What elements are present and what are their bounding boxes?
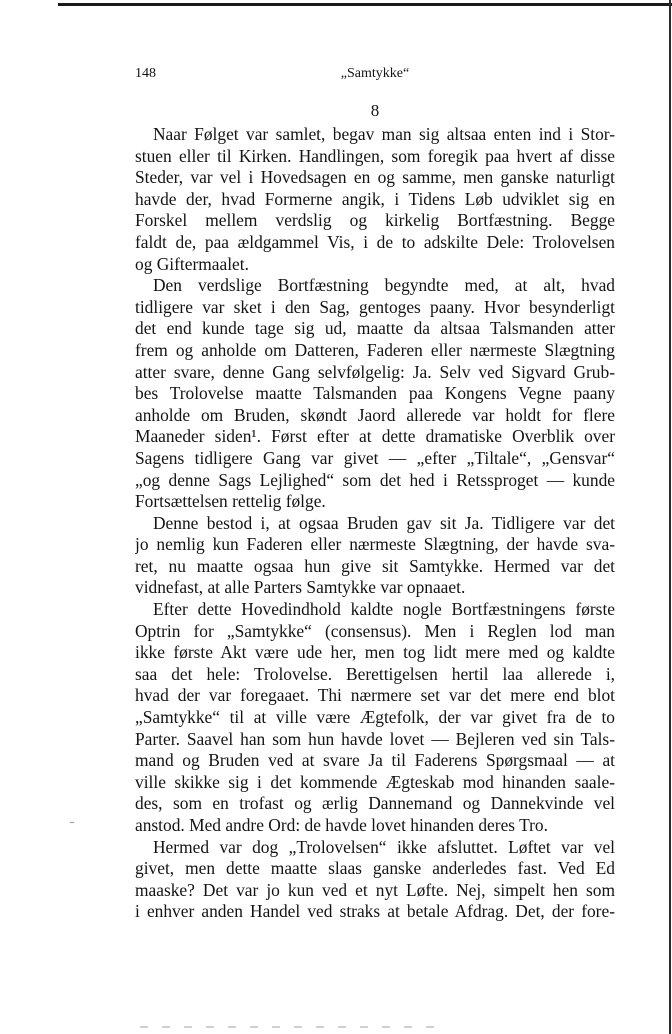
text-line: havde der, hvad Formerne angik, i Tidens Løb udviklet sig en: [135, 188, 615, 209]
text-line: det end kunde tage sig ud, maatte da altsaa Talsmanden atter: [135, 318, 615, 339]
text-line: Optrin for „Samtykke“ (consensus). Men i Reglen lod man: [135, 620, 615, 641]
text-line: Forskel mellem verdslig og kirkelig Bortfæstning. Begge: [135, 210, 615, 231]
text-line: jo nemlig kun Faderen eller nærmeste Slægtning, der havde sva-: [135, 534, 615, 555]
text-line: „Samtykke“ til at ville være Ægtefolk, der var givet fra de to: [135, 707, 615, 728]
text-line: Fortsættelsen rettelig følge.: [135, 491, 326, 512]
body-text: [135, 124, 615, 923]
text-line: og Giftermaalet.: [135, 253, 249, 274]
text-line: Hermed var dog „Trolovelsen“ ikke afsluttet. Løftet var vel: [153, 836, 615, 857]
text-line: anstod. Med andre Ord: de havde lovet hinanden deres Tro.: [135, 815, 548, 835]
text-line: ret, nu maatte ogsaa hun give sit Samtykke. Hermed var det: [135, 555, 615, 576]
text-line: Denne bestod i, at ogsaa Bruden gav sit Ja. Tidligere var det: [153, 512, 615, 533]
text-line: Naar Følget var samlet, begav man sig altsaa enten ind i Stor-: [153, 124, 615, 144]
text-line: ville skikke sig i det kommende Ægteskab mod hinanden saale-: [135, 771, 615, 792]
text-line: i enhver anden Handel ved straks at betale Afdrag. Det, der fore-: [135, 901, 615, 922]
text-line: anholde om Bruden, skøndt Jaord allerede var holdt for flere: [135, 404, 615, 425]
text-line: hvad der var foregaaet. Thi nærmere set var det mere end blot: [135, 685, 615, 706]
text-line: Sagens tidligere Gang var givet — „efter „Tiltale“, „Gensvar“: [135, 447, 615, 468]
text-line: tidligere var sket i den Sag, gentoges paany. Hvor besynderligt: [135, 296, 615, 317]
page-number: 148: [135, 66, 156, 81]
text-line: Steder, var vel i Hovedsagen en og samme, men ganske naturligt: [135, 167, 615, 188]
text-line: „og denne Sags Lejlighed“ som det hed i Retssproget — kunde: [135, 469, 615, 490]
text-line: Efter dette Hovedindhold kaldte nogle Bortfæstningens første: [153, 599, 615, 620]
text-line: maaske? Det var jo kun ved et nyt Løfte. Nej, simpelt hen som: [135, 879, 615, 900]
scan-bottom-noise: [140, 1026, 440, 1028]
right-edge-rule: [669, 0, 671, 1034]
text-line: saa det hele: Trolovelse. Berettigelsen hertil laa allerede i,: [135, 663, 615, 684]
text-line: atter svare, denne Gang selvfølgelig: Ja. Selv ved Sigvard Grub-: [135, 361, 615, 382]
text-line: vidnefast, at alle Parters Samtykke var opnaaet.: [135, 577, 466, 598]
page-header: [135, 66, 615, 86]
running-title: „Samtykke“: [340, 66, 410, 81]
text-line: des, som en trofast og ærlig Dannemand og Dannekvinde vel: [135, 793, 615, 814]
text-line: bes Trolovelse maatte Talsmanden paa Kongens Vegne paany: [135, 383, 615, 404]
text-line: givet, men dette maatte slaas ganske anderledes fast. Ved Ed: [135, 858, 615, 879]
text-line: stuen eller til Kirken. Handlingen, som foregik paa hvert af disse: [135, 145, 615, 166]
text-line: mand og Bruden ved at svare Ja til Faderens Spørgsmaal — at: [135, 750, 615, 771]
text-line: Maaneder siden¹. Først efter at dette dramatiske Overblik over: [135, 426, 615, 447]
text-line: ikke første Akt være ude her, men tog lidt mere med og kaldte: [135, 642, 615, 663]
text-line: frem og anholde om Datteren, Faderen eller nærmeste Slægtning: [135, 339, 615, 360]
section-number: 8: [370, 101, 380, 120]
text-line: faldt de, paa ældgammel Vis, i de to adskilte Dele: Trolovelsen: [135, 231, 615, 252]
text-line: Den verdslige Bortfæstning begyndte med, at alt, hvad: [153, 275, 615, 296]
text-line: Parter. Saavel han som hun havde lovet — Bejleren ved sin Tals-: [135, 728, 615, 749]
margin-speck: [70, 822, 74, 823]
top-edge-rule: [58, 3, 672, 6]
